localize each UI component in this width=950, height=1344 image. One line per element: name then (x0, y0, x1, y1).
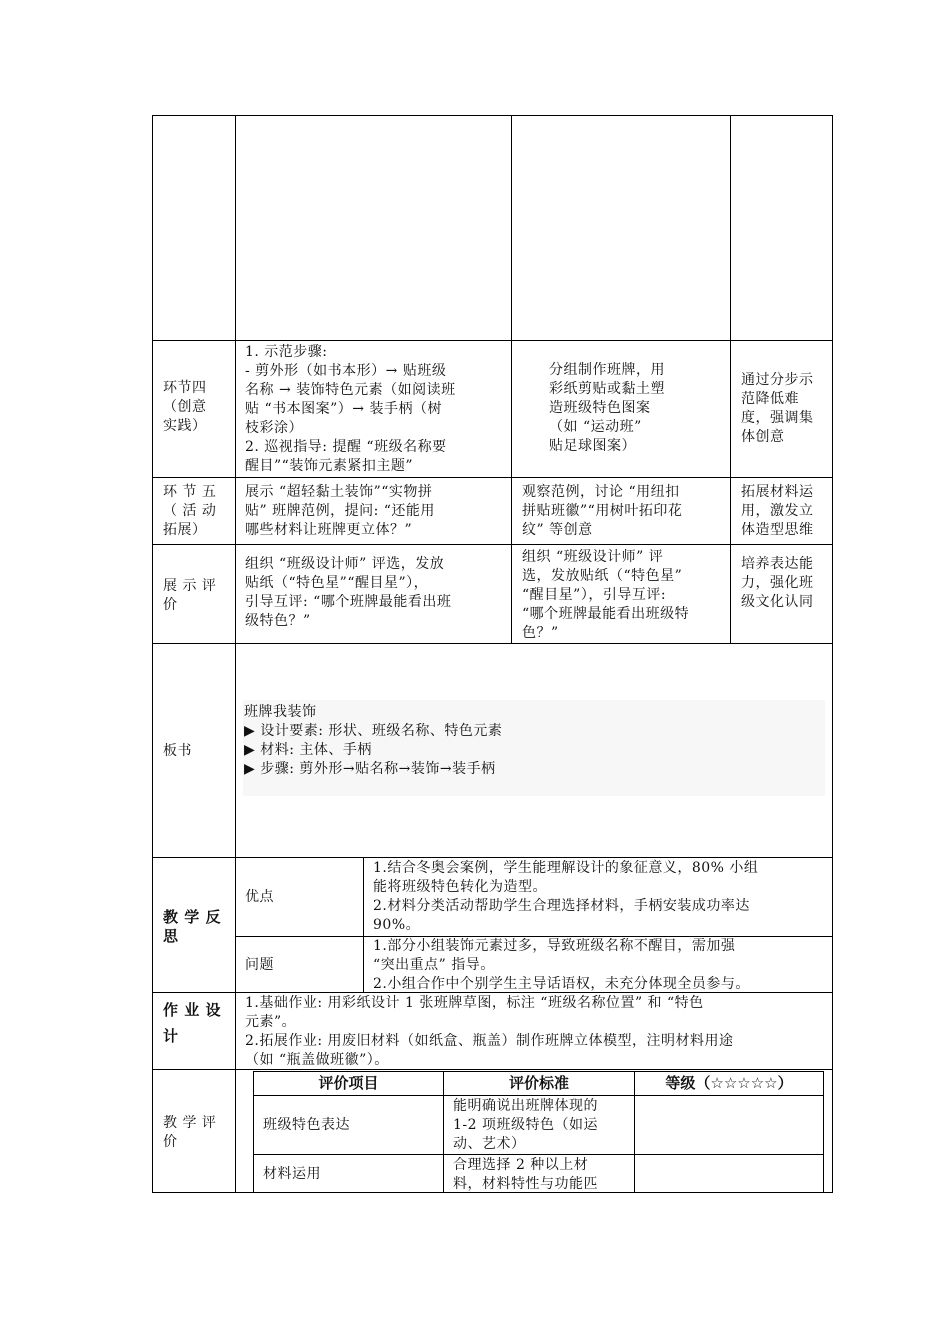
stage4-teacher-cell (235, 340, 512, 478)
stage4-label-line: （创意 (163, 399, 207, 415)
text-line: 合理选择 2 种以上材 (453, 1157, 589, 1173)
empty-row-col4 (730, 115, 833, 341)
stage4-label-line: 环节四 (163, 380, 207, 396)
evaluation-label-line: 价 (163, 1134, 178, 1150)
stage5-label-line: （ 活 动 (163, 503, 217, 519)
text-line: 拓展材料运 (741, 484, 814, 500)
showcase-teacher-text (245, 555, 451, 631)
stage4-label (163, 379, 207, 436)
reflection-label (163, 908, 221, 946)
homework-label-line: 作 业 设 (163, 1001, 221, 1019)
text-line: 元素”。 (245, 1014, 297, 1030)
showcase-student-text (522, 548, 689, 643)
stage5-intent-text (741, 483, 814, 540)
empty-row-col1 (152, 115, 236, 341)
stage5-label (163, 483, 216, 540)
empty-row-col3 (511, 115, 731, 341)
stage4-label-cell (152, 340, 236, 478)
text-line: 组织 “班级设计师” 评 (522, 549, 664, 565)
text-line: 2.材料分类活动帮助学生合理选择材料，手柄安装成功率达 (373, 898, 750, 914)
board-label-cell (152, 643, 236, 858)
stage5-intent-cell (730, 477, 833, 545)
text-line: 选，发放贴纸（“特色星” (522, 568, 683, 584)
stage4-label-line: 实践） (163, 418, 207, 434)
empty-row-col2 (235, 115, 512, 341)
board-item: ▶ 设计要素: 形状、班级名称、特色元素 (244, 723, 503, 739)
stage5-student-cell (511, 477, 731, 545)
text-line: 通过分步示 (741, 372, 814, 388)
text-line: 引导互评: “哪个班牌最能看出班 (245, 594, 452, 610)
homework-label (163, 997, 221, 1049)
showcase-student-cell (511, 544, 731, 644)
stage4-teacher-text (245, 343, 456, 476)
text-line: 度，强调集 (741, 410, 814, 426)
text-line: “突出重点” 指导。 (373, 957, 495, 973)
text-line: 能将班级特色转化为造型。 (373, 879, 547, 895)
problems-label: 问题 (245, 957, 274, 973)
text-line: 培养表达能 (741, 556, 814, 572)
text-line: 动、艺术） (453, 1136, 526, 1152)
text-line: “醒目星”），引导互评: (522, 587, 667, 603)
showcase-intent-text (741, 555, 814, 612)
text-line: 1-2 项班级特色（如运 (453, 1117, 598, 1133)
text-line: 枝彩涂） (245, 420, 303, 436)
text-line: 组织 “班级设计师” 评选，发放 (245, 556, 445, 572)
text-line: 纹” 等创意 (522, 522, 593, 538)
board-label: 板书 (163, 743, 192, 759)
showcase-label-line: 价 (163, 597, 178, 613)
evaluation-label-line: 教 学 评 (163, 1115, 217, 1131)
eval-row-2-item-text: 材料运用 (263, 1166, 321, 1182)
problems-content-cell (363, 936, 833, 993)
problems-text (373, 937, 750, 994)
text-line: 1.结合冬奥会案例，学生能理解设计的象征意义，80% 小组 (373, 860, 759, 876)
text-line: 2.拓展作业: 用废旧材料（如纸盒、瓶盖）制作班牌立体模型，注明材料用途 (245, 1033, 734, 1049)
text-line: 级文化认同 (741, 594, 814, 610)
text-line: 体创意 (741, 429, 785, 445)
text-line: 贴足球图案） (549, 438, 636, 454)
text-line: 哪些材料让班牌更立体？” (245, 522, 413, 538)
eval-header-grade-text: 等级（☆☆☆☆☆） (665, 1074, 793, 1092)
text-line: 展示 “超轻黏土装饰”“实物拼 (245, 484, 433, 500)
stage5-teacher-text (245, 483, 435, 540)
stage5-label-cell (152, 477, 236, 545)
eval-header-item-text: 评价项目 (318, 1074, 379, 1092)
text-line: 醒目”“装饰元素紧扣主题” (245, 458, 413, 474)
stage4-student-text (549, 361, 665, 456)
text-line: 2. 巡视指导: 提醒 “班级名称要 (245, 439, 447, 455)
text-line: 1.基础作业: 用彩纸设计 1 张班牌草图，标注 “班级名称位置” 和 “特色 (245, 995, 704, 1011)
eval-row-1-criteria-text (453, 1097, 598, 1154)
text-line: “哪个班牌最能看出班级特 (522, 606, 690, 622)
eval-row-1-grade (634, 1095, 824, 1155)
eval-header-criteria-text: 评价标准 (508, 1074, 569, 1092)
eval-row-1-item (253, 1095, 444, 1155)
showcase-label-line: 展 示 评 (163, 578, 217, 594)
text-line: 造班级特色图案 (549, 400, 651, 416)
stage4-intent-cell (730, 340, 833, 478)
homework-text (245, 994, 734, 1070)
eval-row-2-criteria-text (453, 1156, 598, 1194)
eval-row-2-criteria (443, 1154, 635, 1193)
eval-header-criteria (443, 1071, 635, 1096)
eval-row-2-grade (634, 1154, 824, 1193)
text-line: 名称 → 装饰特色元素（如阅读班 (245, 382, 456, 398)
text-line: （如 “运动班” (549, 419, 642, 435)
text-line: 贴 “书本图案”）→ 装手柄（树 (245, 401, 442, 417)
board-item: ▶ 材料: 主体、手柄 (244, 742, 372, 758)
text-line: 彩纸剪贴或黏土塑 (549, 381, 665, 397)
text-line: 1.部分小组装饰元素过多，导致班级名称不醒目，需加强 (373, 938, 736, 954)
text-line: 级特色？” (245, 613, 311, 629)
text-line: （如 “瓶盖做班徽”）。 (245, 1052, 389, 1068)
text-line: 体造型思维 (741, 522, 814, 538)
stage5-teacher-cell (235, 477, 512, 545)
eval-header-grade (634, 1071, 824, 1096)
eval-row-1-item-text: 班级特色表达 (263, 1117, 350, 1133)
showcase-label-cell (152, 544, 236, 644)
stage4-intent-text (741, 371, 814, 447)
text-line: 力，强化班 (741, 575, 814, 591)
text-line: 料，材料特性与功能匹 (453, 1176, 598, 1192)
reflection-label-line: 思 (163, 927, 179, 945)
text-line: 拼贴班徽”“用树叶拓印花 (522, 503, 683, 519)
text-line: 90%。 (373, 917, 421, 933)
text-line: 贴纸（“特色星”“醒目星”）， (245, 575, 429, 591)
eval-row-2-item (253, 1154, 444, 1193)
text-line: 1. 示范步骤: (245, 344, 328, 360)
homework-content-cell (235, 992, 833, 1070)
homework-label-line: 计 (163, 1027, 179, 1045)
eval-header-item (253, 1071, 444, 1096)
board-text (244, 703, 502, 779)
text-line: 贴” 班牌范例，提问: “还能用 (245, 503, 435, 519)
merits-content-cell (363, 857, 833, 937)
reflection-label-line: 教 学 反 (163, 908, 221, 926)
showcase-intent-cell (730, 544, 833, 644)
text-line: - 剪外形（如书本形）→ 贴班级 (245, 363, 447, 379)
text-line: 用，激发立 (741, 503, 814, 519)
showcase-teacher-cell (235, 544, 512, 644)
homework-label-cell (152, 992, 236, 1070)
stage4-student-cell (511, 340, 731, 478)
text-line: 2.小组合作中个别学生主导话语权，未充分体现全员参与。 (373, 976, 750, 992)
eval-row-1-criteria (443, 1095, 635, 1155)
reflection-label-cell (152, 857, 236, 993)
problems-label-cell (235, 936, 364, 993)
text-line: 观察范例，讨论 “用纽扣 (522, 484, 680, 500)
stage5-student-text (522, 483, 682, 540)
evaluation-label-cell (152, 1069, 236, 1193)
text-line: 范降低难 (741, 391, 799, 407)
merits-label-cell (235, 857, 364, 937)
board-title: 班牌我装饰 (244, 704, 317, 720)
stage5-label-line: 拓展） (163, 522, 207, 538)
text-line: 分组制作班牌，用 (549, 362, 665, 378)
merits-text (373, 859, 758, 935)
board-item: ▶ 步骤: 剪外形→贴名称→装饰→装手柄 (244, 761, 496, 777)
text-line: 能明确说出班牌体现的 (453, 1098, 598, 1114)
merits-label: 优点 (245, 889, 274, 905)
stage5-label-line: 环 节 五 (163, 484, 217, 500)
evaluation-label (163, 1114, 216, 1152)
showcase-label (163, 577, 216, 615)
text-line: 色？” (522, 625, 559, 641)
